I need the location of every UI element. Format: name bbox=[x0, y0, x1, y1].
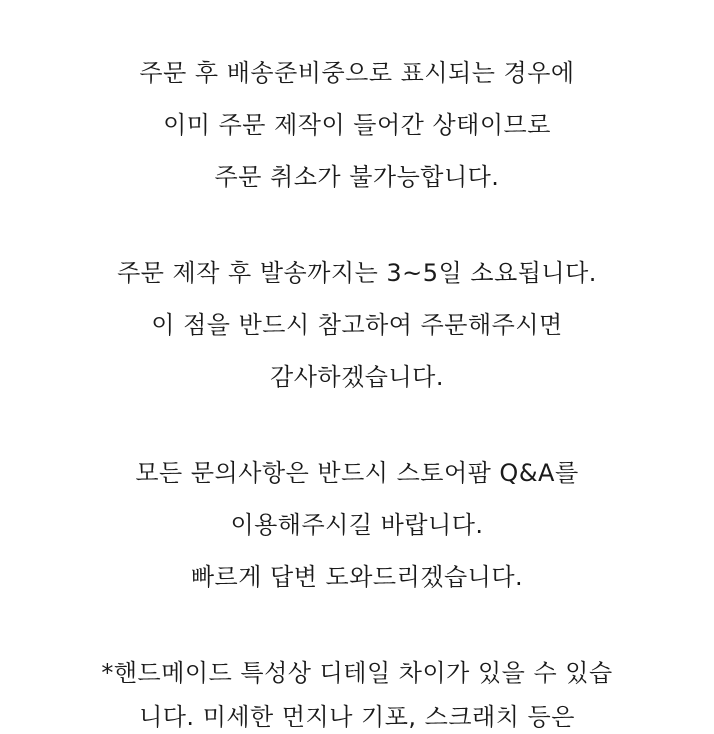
notice-line: 감사하겠습니다. bbox=[270, 363, 444, 391]
notice-line: 주문 후 배송준비중으로 표시되는 경우에 bbox=[139, 59, 575, 87]
notice-line: *핸드메이드 특성상 디테일 차이가 있을 수 있습 bbox=[101, 659, 613, 687]
notice-line: 니다. 미세한 먼지나 기포, 스크래치 등은 bbox=[139, 703, 575, 731]
notice-line: 주문 제작 후 발송까지는 3~5일 소요됩니다. bbox=[117, 259, 597, 287]
notice-line: 이미 주문 제작이 들어간 상태이므로 bbox=[163, 111, 551, 139]
notice-line: 주문 취소가 불가능합니다. bbox=[214, 163, 500, 191]
notice-line: 이용해주시길 바랍니다. bbox=[230, 511, 484, 539]
notice-line: 빠르게 답변 도와드리겠습니다. bbox=[190, 563, 524, 591]
notice-line: 모든 문의사항은 반드시 스토어팜 Q&A를 bbox=[135, 459, 579, 487]
notice-line: 이 점을 반드시 참고하여 주문해주시면 bbox=[151, 311, 563, 339]
